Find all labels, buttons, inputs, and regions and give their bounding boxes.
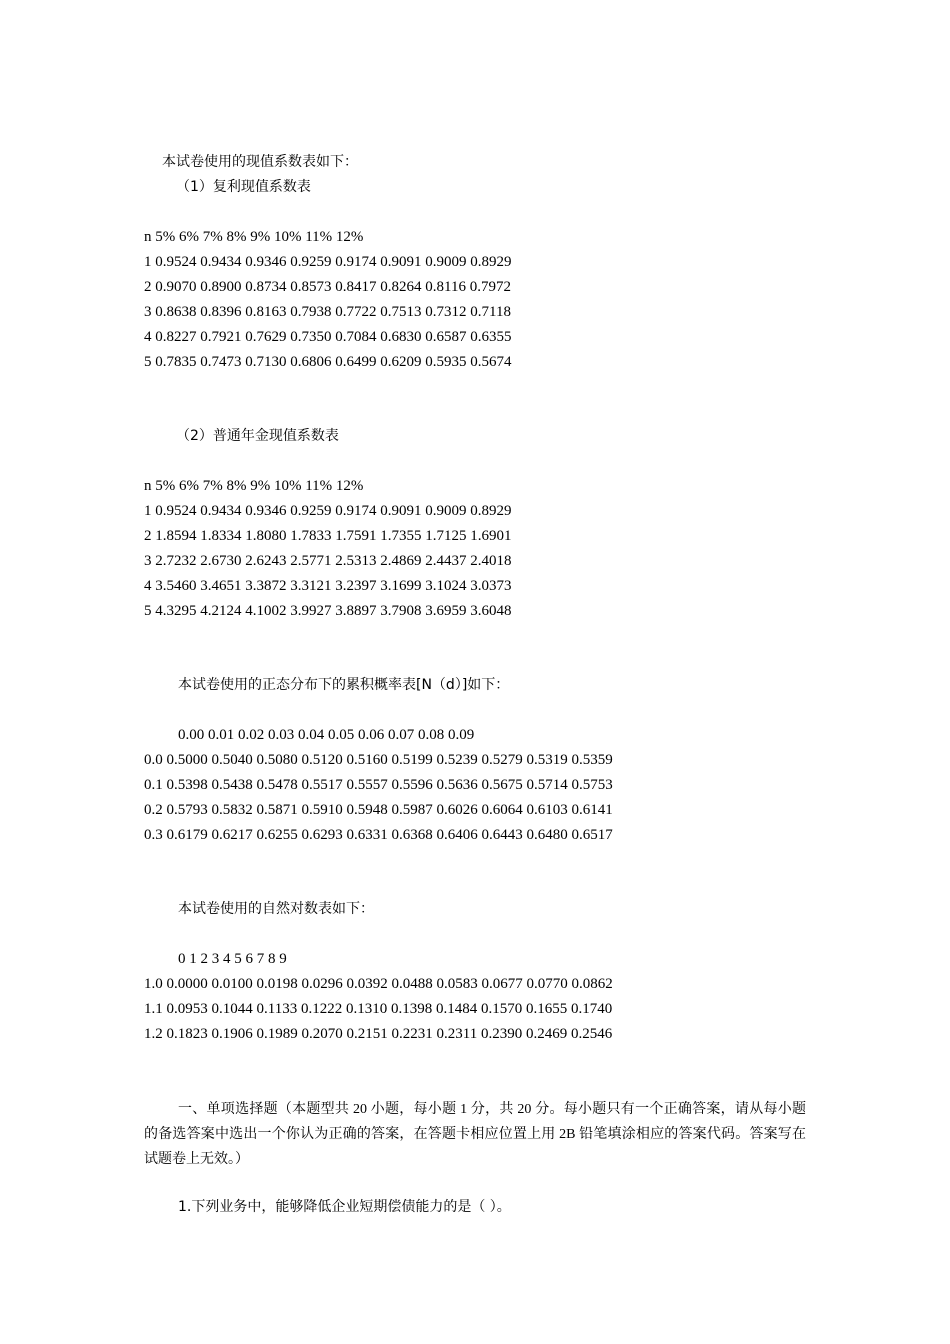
normal-table-row: 0.2 0.5793 0.5832 0.5871 0.5910 0.5948 0.5987 0.6026 0.6064 0.6103 0.6141	[144, 802, 613, 818]
normal-table-title: 本试卷使用的正态分布下的累积概率表[N（d）]如下：	[178, 677, 510, 693]
normal-table-row: 0.0 0.5000 0.5040 0.5080 0.5120 0.5160 0.5199 0.5239 0.5279 0.5319 0.5359	[144, 752, 613, 768]
annuity-table-title: （2）普通年金现值系数表	[176, 428, 339, 444]
annuity-table-row: 5 4.3295 4.2124 4.1002 3.9927 3.8897 3.7908 3.6959 3.6048	[144, 603, 512, 619]
annuity-table-row: 2 1.8594 1.8334 1.8080 1.7833 1.7591 1.7355 1.7125 1.6901	[144, 528, 512, 544]
annuity-table-row: 3 2.7232 2.6730 2.6243 2.5771 2.5313 2.4869 2.4437 2.4018	[144, 553, 512, 569]
annuity-table-row: 1 0.9524 0.9434 0.9346 0.9259 0.9174 0.9091 0.9009 0.8929	[144, 503, 512, 519]
ln-table-row: 1.2 0.1823 0.1906 0.1989 0.2070 0.2151 0.2231 0.2311 0.2390 0.2469 0.2546	[144, 1026, 613, 1042]
intro-text: 本试卷使用的现值系数表如下：	[162, 154, 358, 170]
ln-table-row: 1.0 0.0000 0.0100 0.0198 0.0296 0.0392 0.0488 0.0583 0.0677 0.0770 0.0862	[144, 976, 613, 992]
normal-table-header: 0.00 0.01 0.02 0.03 0.04 0.05 0.06 0.07 0.08 0.09	[178, 727, 475, 743]
ln-table-title: 本试卷使用的自然对数表如下：	[178, 901, 374, 917]
section-heading: 一、单项选择题（本题型共 20 小题，每小题 1 分，共 20 分。每小题只有一个正确答案，请从每小题的备选答案中选出一个你认为正确的答案，在答题卡相应位置上用 2B 铅笔填涂相应的答案代码。答案写在试题卷上无效。）	[144, 1102, 806, 1167]
annuity-table-row: 4 3.5460 3.4651 3.3872 3.3121 3.2397 3.1699 3.1024 3.0373	[144, 578, 512, 594]
pv-table-row: 1 0.9524 0.9434 0.9346 0.9259 0.9174 0.9091 0.9009 0.8929	[144, 254, 512, 270]
question-1: 1.下列业务中，能够降低企业短期偿债能力的是（ ）。	[178, 1199, 511, 1215]
pv-table-row: 5 0.7835 0.7473 0.7130 0.6806 0.6499 0.6209 0.5935 0.5674	[144, 354, 512, 370]
ln-table-header: 0 1 2 3 4 5 6 7 8 9	[178, 951, 287, 967]
pv-table-row: 3 0.8638 0.8396 0.8163 0.7938 0.7722 0.7513 0.7312 0.7118	[144, 304, 511, 320]
pv-table-row: 2 0.9070 0.8900 0.8734 0.8573 0.8417 0.8264 0.8116 0.7972	[144, 279, 511, 295]
pv-table-title: （1）复利现值系数表	[176, 179, 311, 195]
normal-table-row: 0.3 0.6179 0.6217 0.6255 0.6293 0.6331 0.6368 0.6406 0.6443 0.6480 0.6517	[144, 827, 613, 843]
annuity-table-header: n 5% 6% 7% 8% 9% 10% 11% 12%	[144, 478, 364, 494]
ln-table-row: 1.1 0.0953 0.1044 0.1133 0.1222 0.1310 0.1398 0.1484 0.1570 0.1655 0.1740	[144, 1001, 613, 1017]
pv-table-row: 4 0.8227 0.7921 0.7629 0.7350 0.7084 0.6830 0.6587 0.6355	[144, 329, 512, 345]
normal-table-row: 0.1 0.5398 0.5438 0.5478 0.5517 0.5557 0.5596 0.5636 0.5675 0.5714 0.5753	[144, 777, 613, 793]
pv-table-header: n 5% 6% 7% 8% 9% 10% 11% 12%	[144, 229, 364, 245]
